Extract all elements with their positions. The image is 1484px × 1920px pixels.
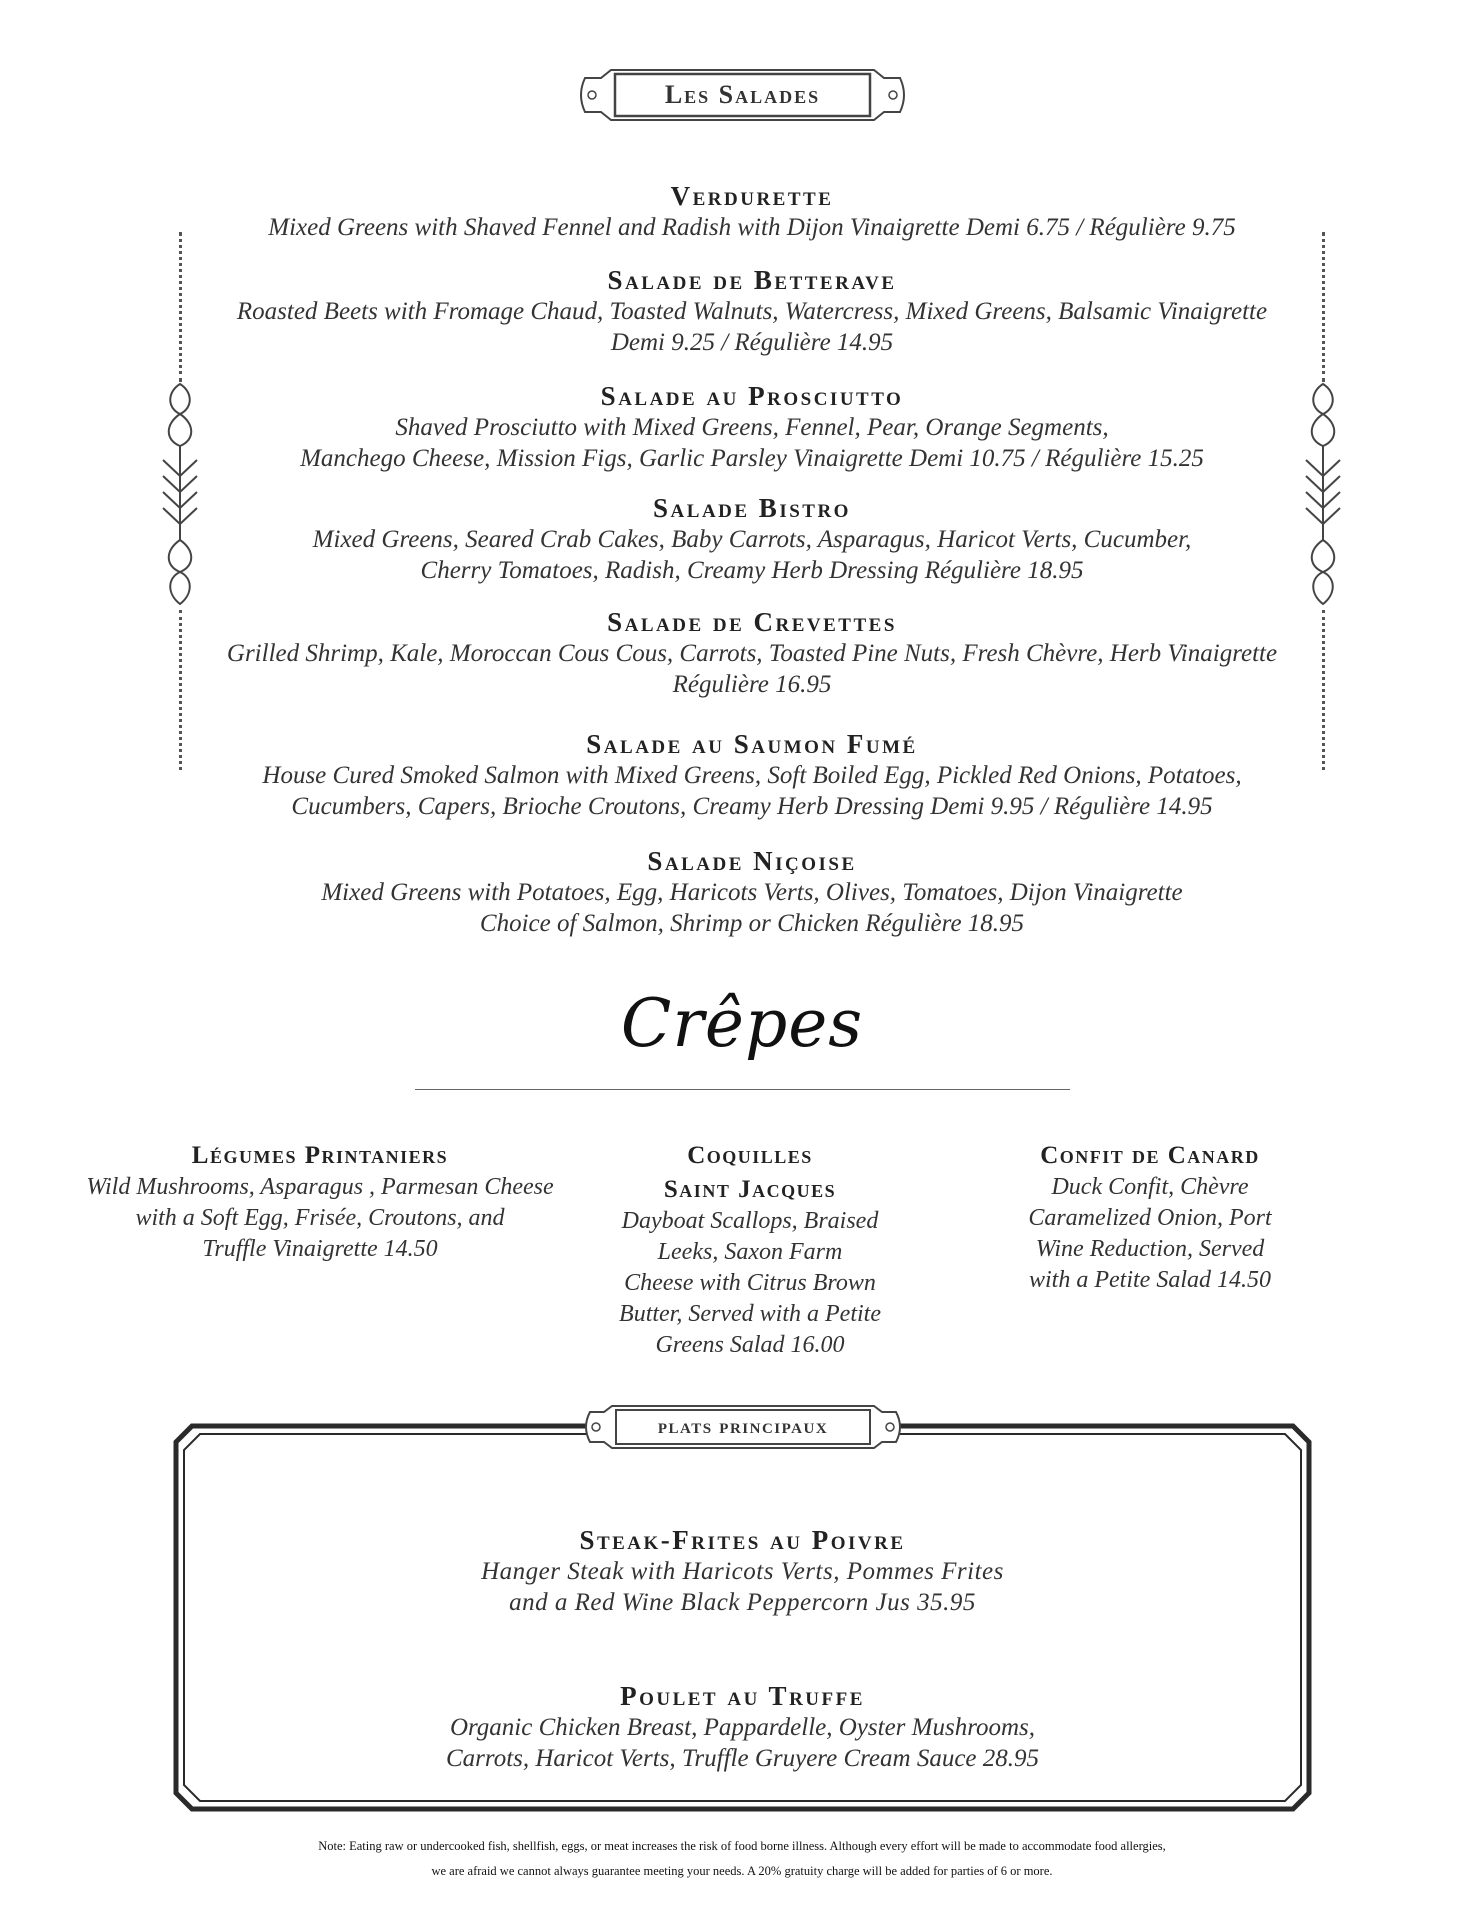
main-item-steak-frites <box>200 1524 1285 1618</box>
crepe-item-confit-de-canard <box>960 1140 1340 1296</box>
crepe-item-coquilles-saint-jacques <box>590 1140 910 1361</box>
crepe-desc-line: Butter, Served with a Petite <box>619 1301 881 1327</box>
crepe-desc-line: Cheese with Citrus Brown <box>624 1270 876 1296</box>
salad-item-crevettes <box>180 606 1324 700</box>
salads-header-plaque <box>575 64 910 126</box>
allergy-note <box>100 1834 1384 1884</box>
salad-title: Salade de Crevettes <box>607 607 897 637</box>
salad-desc-line: House Cured Smoked Salmon with Mixed Greens, Soft Boiled Egg, Pickled Red Onions, Potatoes, <box>262 762 1242 789</box>
crepe-desc-line: Greens Salad 16.00 <box>655 1332 845 1358</box>
allergy-note-line: Note: Eating raw or undercooked fish, shellfish, eggs, or meat increases the risk of food borne illness. Although every effort will be made to accommodate food allergies, <box>318 1839 1166 1853</box>
mains-header-plaque <box>578 1402 908 1452</box>
salad-desc-line: Mixed Greens with Potatoes, Egg, Haricots Verts, Olives, Tomatoes, Dijon Vinaigrette <box>321 879 1183 906</box>
main-desc-line: Hanger Steak with Haricots Verts, Pommes Frites <box>481 1558 1004 1585</box>
salad-desc-line: Choice of Salmon, Shrimp or Chicken Régulière 18.95 <box>479 910 1025 937</box>
salad-desc-line: Mixed Greens, Seared Crab Cakes, Baby Carrots, Asparagus, Haricot Verts, Cucumber, <box>312 526 1192 553</box>
salad-desc-line: Régulière 16.95 <box>672 671 832 698</box>
salad-title: Salade au Saumon Fumé <box>586 729 918 759</box>
salad-desc-line: Cherry Tomatoes, Radish, Creamy Herb Dressing Régulière 18.95 <box>420 557 1084 584</box>
salad-title: Salade de Betterave <box>607 265 897 295</box>
salad-title: Salade Bistro <box>653 493 851 523</box>
salad-desc-line: Roasted Beets with Fromage Chaud, Toasted Walnuts, Watercress, Mixed Greens, Balsamic Vinaigrette <box>236 298 1268 325</box>
mains-header-label: plats principaux <box>657 1414 829 1438</box>
crepe-desc-line: Caramelized Onion, Port <box>1028 1205 1272 1231</box>
salad-desc-line: Shaved Prosciutto with Mixed Greens, Fennel, Pear, Orange Segments, <box>395 414 1109 441</box>
crepe-desc-line: Leeks, Saxon Farm <box>657 1239 843 1265</box>
main-title: Steak-Frites au Poivre <box>579 1525 906 1555</box>
salad-title: Verdurette <box>670 181 834 211</box>
salad-item-bistro <box>180 492 1324 586</box>
salad-item-prosciutto <box>180 380 1324 474</box>
crepes-section-title: Crêpes <box>620 985 864 1062</box>
main-item-poulet-au-truffe <box>200 1680 1285 1774</box>
crepe-item-legumes-printaniers <box>40 1140 600 1265</box>
crepe-title: Confit de Canard <box>1040 1142 1260 1169</box>
crepe-desc-line: with a Soft Egg, Frisée, Croutons, and <box>135 1205 505 1231</box>
crepe-desc-line: Wine Reduction, Served <box>1035 1236 1265 1262</box>
salad-item-betterave <box>180 264 1324 358</box>
allergy-note-line: we are afraid we cannot always guarantee meeting your needs. A 20% gratuity charge will be added for parties of 6 or more. <box>431 1864 1053 1878</box>
crepes-divider <box>415 1089 1070 1090</box>
salad-desc-line: Grilled Shrimp, Kale, Moroccan Cous Cous, Carrots, Toasted Pine Nuts, Fresh Chèvre, Herb Vinaigrette <box>226 640 1278 667</box>
crepe-desc-line: Wild Mushrooms, Asparagus , Parmesan Cheese <box>86 1174 554 1200</box>
salad-item-verdurette <box>180 180 1324 243</box>
salad-desc-line: Demi 9.25 / Régulière 14.95 <box>610 329 894 356</box>
crepe-title: Saint Jacques <box>663 1176 837 1203</box>
salad-desc-line: Manchego Cheese, Mission Figs, Garlic Parsley Vinaigrette Demi 10.75 / Régulière 15.25 <box>300 445 1204 472</box>
crepe-title: Légumes Printaniers <box>191 1142 449 1169</box>
salad-title: Salade au Prosciutto <box>600 381 904 411</box>
crepe-desc-line: Dayboat Scallops, Braised <box>621 1208 879 1234</box>
salad-item-saumon-fume <box>180 728 1324 822</box>
salad-title: Salade Niçoise <box>647 846 857 876</box>
salad-item-nicoise <box>180 845 1324 939</box>
salad-desc-line: Mixed Greens with Shaved Fennel and Radish with Dijon Vinaigrette Demi 6.75 / Régulière 9.75 <box>268 214 1236 241</box>
main-title: Poulet au Truffe <box>620 1681 865 1711</box>
salad-desc-line: Cucumbers, Capers, Brioche Croutons, Creamy Herb Dressing Demi 9.95 / Régulière 14.95 <box>291 793 1213 820</box>
main-desc-line: Carrots, Haricot Verts, Truffle Gruyere Cream Sauce 28.95 <box>445 1745 1040 1772</box>
crepe-desc-line: Duck Confit, Chèvre <box>1051 1174 1249 1200</box>
main-desc-line: Organic Chicken Breast, Pappardelle, Oyster Mushrooms, <box>449 1714 1036 1741</box>
crepe-desc-line: Truffle Vinaigrette 14.50 <box>202 1236 438 1262</box>
crepe-desc-line: with a Petite Salad 14.50 <box>1029 1267 1271 1293</box>
main-desc-line: and a Red Wine Black Peppercorn Jus 35.95 <box>509 1589 976 1616</box>
crepe-title: Coquilles <box>687 1142 813 1169</box>
salads-header-label: Les Salades <box>664 80 821 109</box>
